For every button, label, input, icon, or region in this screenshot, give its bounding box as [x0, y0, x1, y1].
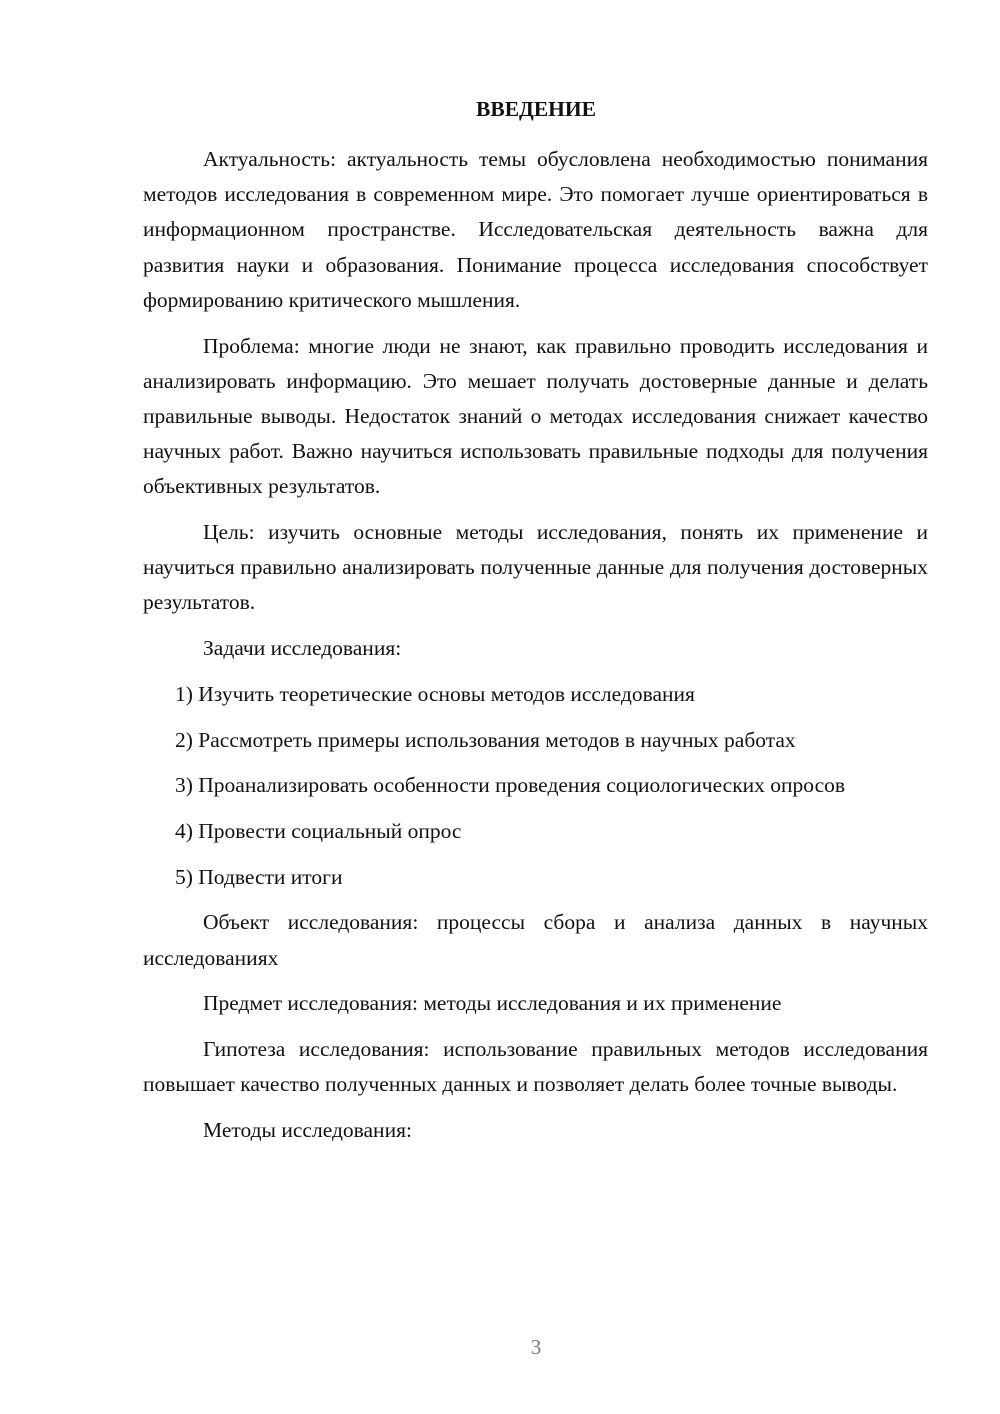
task-item-1: 1) Изучить теоретические основы методов исследования [175, 681, 695, 706]
page-number: 3 [530, 1335, 542, 1359]
paragraph-relevance: Актуальность: актуальность темы обусловлена необходимостью понимания методов исследования в современном мире. Это помогает лучше ориентироваться в информационном пространстве. Исследовательская деятельность важна для развития науки и образования. Понимание процесса исследования способствует формированию критического мышления. [143, 147, 928, 312]
paragraph-goal: Цель: изучить основные методы исследования, понять их применение и научиться правильно анализировать полученные данные для получения достоверных результатов. [143, 520, 928, 615]
methods-heading: Методы исследования: [203, 1117, 412, 1142]
page-title: ВВЕДЕНИЕ [476, 97, 596, 121]
task-item-4: 4) Провести социальный опрос [175, 818, 462, 843]
paragraph-problem: Проблема: многие люди не знают, как правильно проводить исследования и анализировать информацию. Это мешает получать достоверные данные и делать правильные выводы. Недостаток знаний о методах исследования снижает качество научных работ. Важно научиться использовать правильные подходы для получения объективных результатов. [143, 333, 928, 499]
task-item-2: 2) Рассмотреть примеры использования методов в научных работах [175, 727, 796, 752]
paragraph-hypothesis: Гипотеза исследования: использование правильных методов исследования повышает качество полученных данных и позволяет делать более точные выводы. [143, 1036, 928, 1097]
tasks-heading: Задачи исследования: [203, 636, 402, 661]
task-item-5: 5) Подвести итоги [175, 864, 343, 889]
paragraph-object: Объект исследования: процессы сбора и анализа данных в научных исследованиях [143, 910, 928, 970]
task-item-3: 3) Проанализировать особенности проведения социологических опросов [175, 773, 846, 798]
body-text [143, 142, 928, 1159]
paragraph-subject: Предмет исследования: методы исследования и их применение [203, 991, 782, 1016]
